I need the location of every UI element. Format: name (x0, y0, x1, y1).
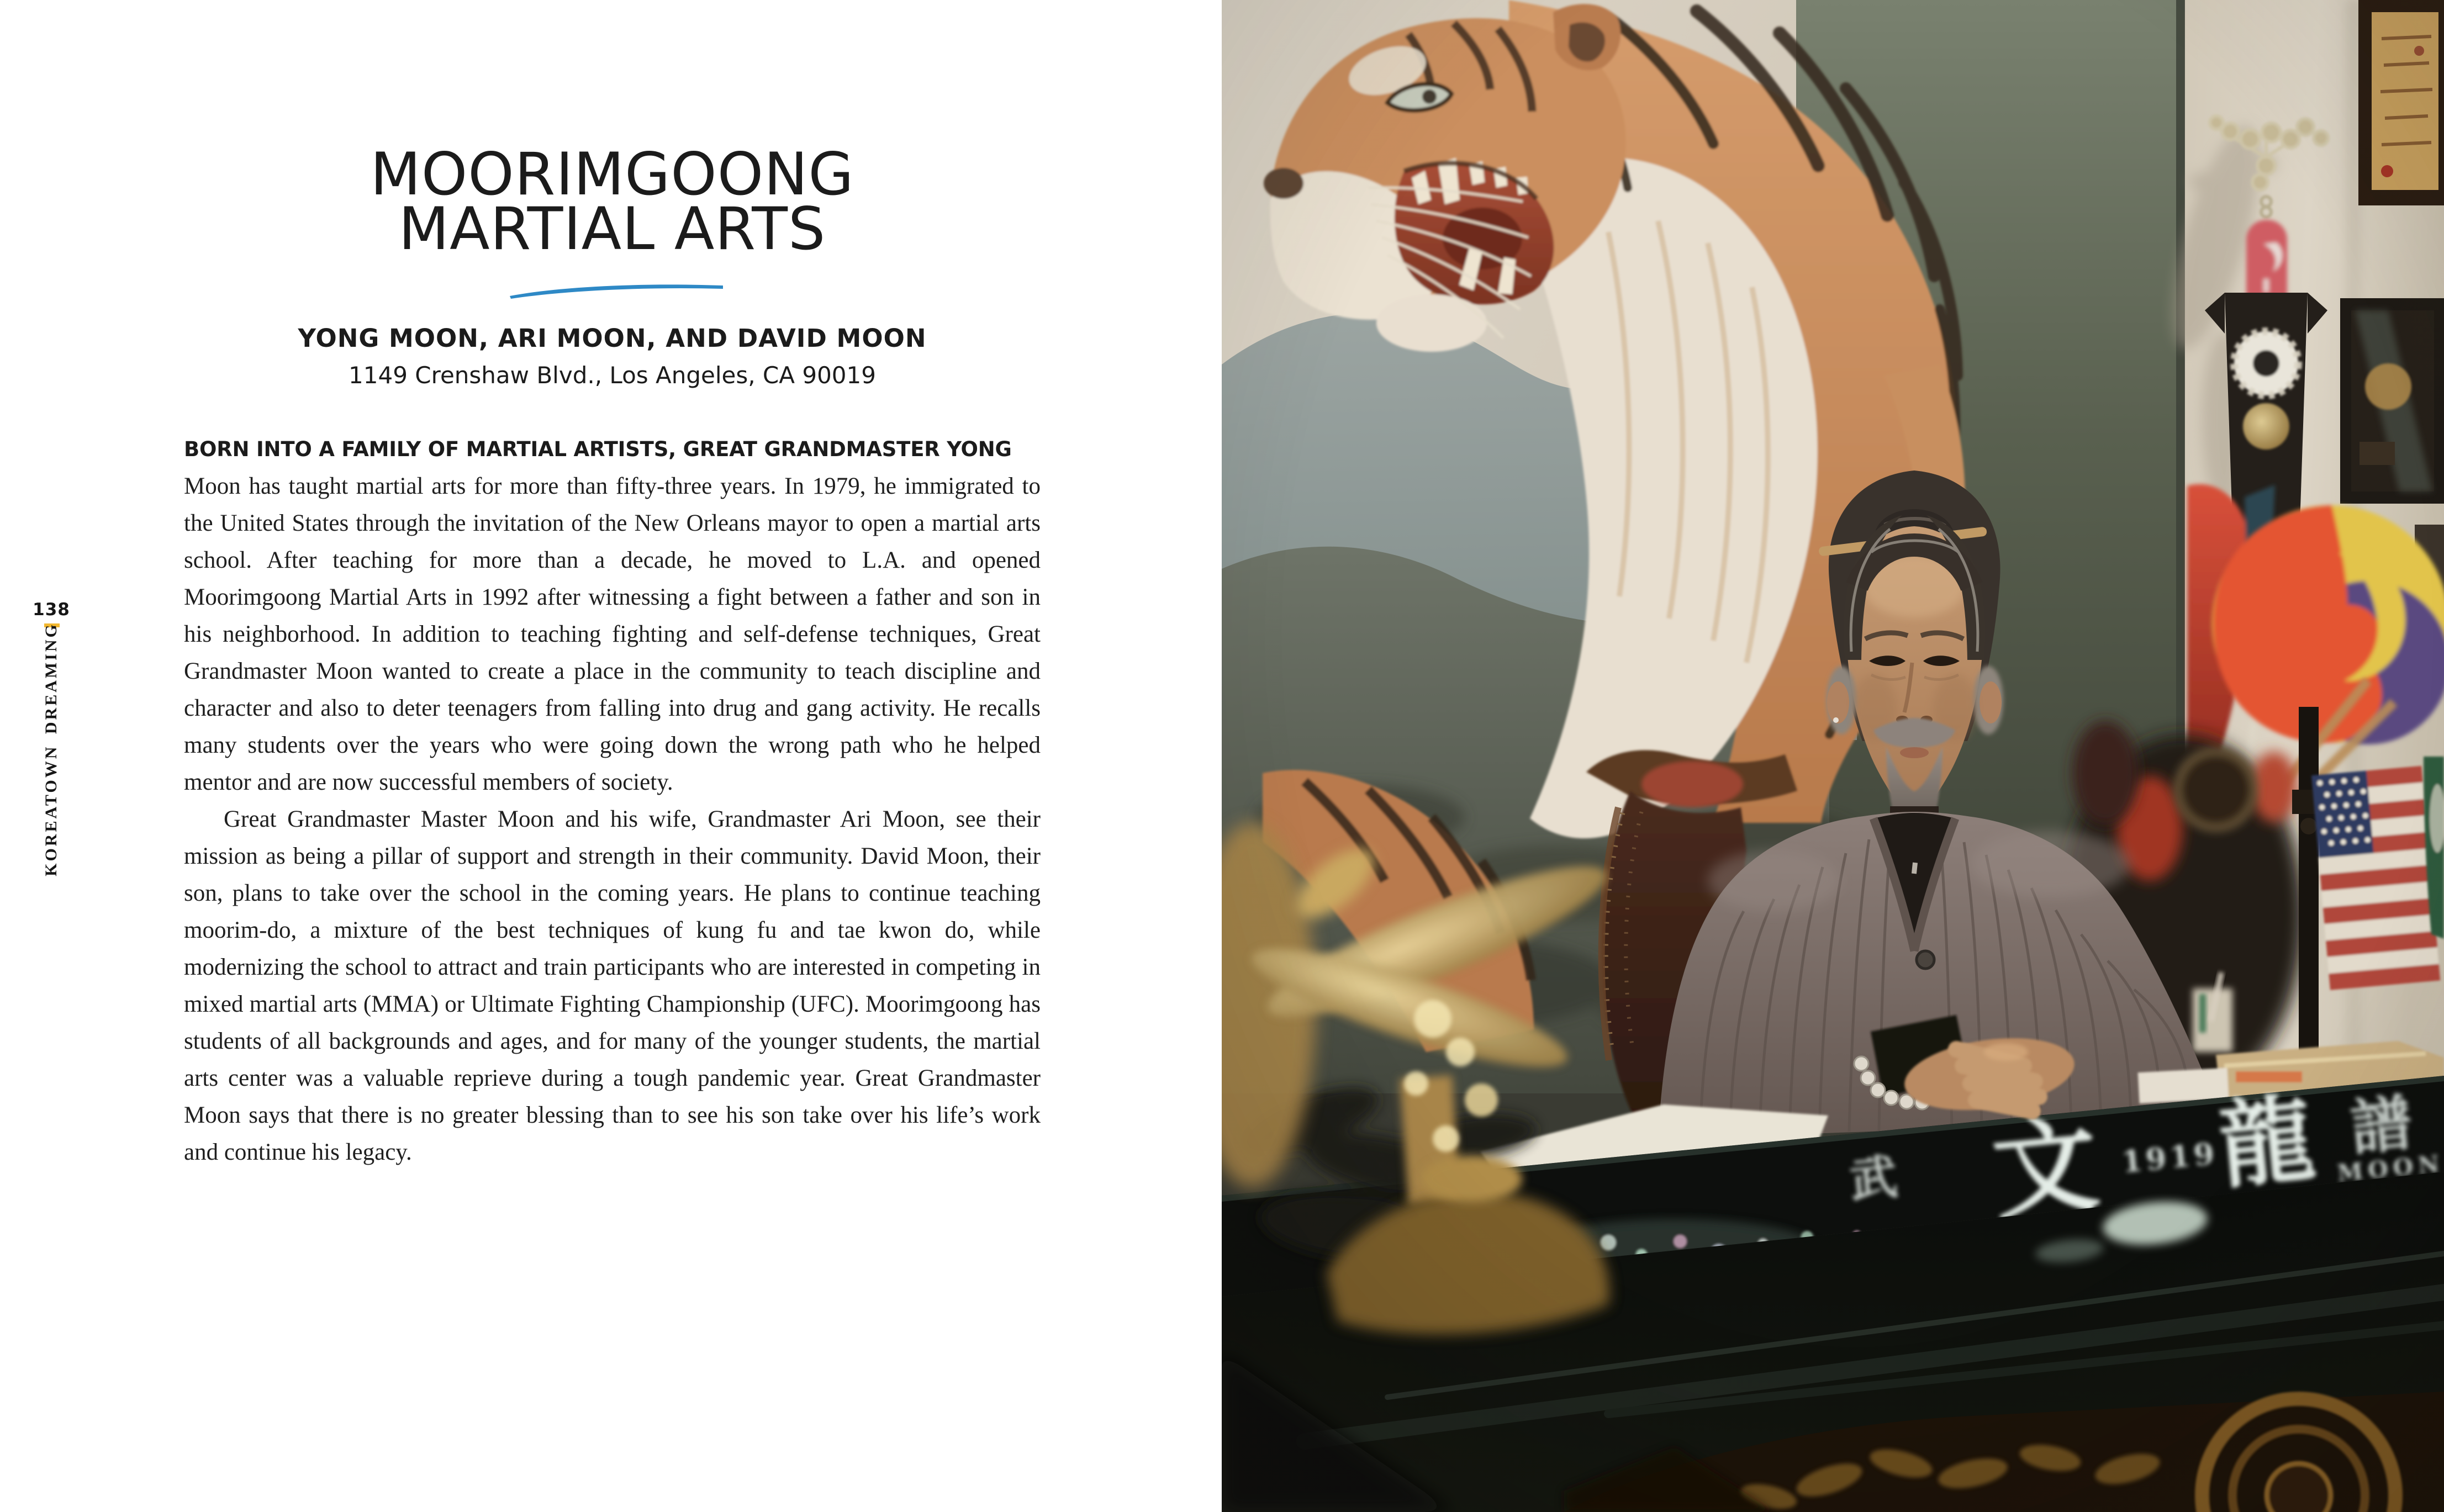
portrait-photo (1222, 0, 2444, 1512)
chapter-title-vertical: KOREATOWN DREAMING (42, 622, 60, 876)
vignette (1222, 0, 2444, 1512)
article-title-line1: MOORIMGOONG (370, 140, 854, 208)
paragraph-1: Moon has taught martial arts for more than fifty-three years. In 1979, he immigrated to the United States through the invitation of the New Orleans mayor to open a martial arts school. After teaching for more than a decade, he moved to L.A. and opened Moorimgoong Martial Arts in 1992 after witnessing a fight between a father and son in his neighborhood. In addition to teaching fighting and self-defense techniques, Great Grandmaster Moon wanted to create a place in the community to teach discipline and character and also to deter teenagers from falling into drug and gang activity. He recalls many students over the years who were going down the wrong path who he helped mentor and are now successful members of society. (184, 473, 1041, 795)
lead-in-line: BORN INTO A FAMILY OF MARTIAL ARTISTS, GREAT GRANDMASTER YONG (184, 437, 1012, 461)
article-title (184, 140, 1041, 263)
owners-line: YONG MOON, ARI MOON, AND DAVID MOON (298, 324, 927, 353)
paragraph-2: Great Grandmaster Master Moon and his wife, Grandmaster Ari Moon, see their mission as being a pillar of support and strength in their community. David Moon, their son, plans to take over the school in the coming years. He plans to continue teaching moorim-do, a mixture of the best techniques of kung fu and tae kwon do, while modernizing the school to attract and train participants who are interested in competing in mixed martial arts (MMA) or Ultimate Fighting Championship (UFC). Moorimgoong has students of all backgrounds and ages, and for many of the younger students, the martial arts center was a valuable reprieve during a tough pandemic year. Great Grandmaster Moon says that there is no greater blessing than to see his son take over his life’s work and continue his legacy. (184, 806, 1041, 1165)
page-number: 138 (33, 600, 70, 620)
address-line: 1149 Crenshaw Blvd., Los Angeles, CA 90019 (349, 362, 876, 389)
article-body (184, 431, 1041, 1171)
title-underline-swoosh (508, 282, 725, 299)
article-title-line2: MARTIAL ARTS (398, 195, 826, 263)
